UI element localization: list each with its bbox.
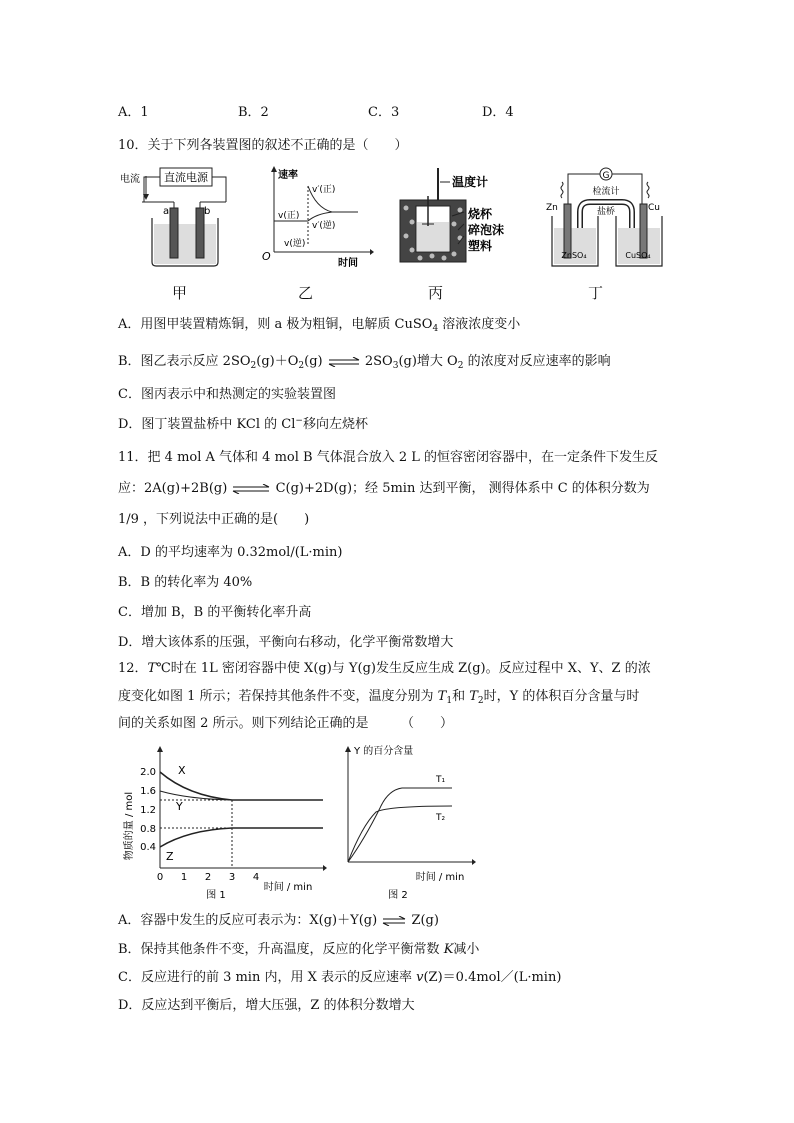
q11-stem-line3: 1/9 ，下列说法中正确的是( ) [118,512,310,527]
equilibrium-arrow [231,484,271,494]
fig2-t1-label: T₁ [436,775,446,785]
fig1-xtick: 4 [252,872,260,883]
q9-options [0,104,794,122]
fig1-ytick: 0.8 [140,824,156,835]
figure-yi [262,166,374,272]
equilibrium-arrow [381,916,407,926]
fig1-ytick: 2.0 [140,767,156,778]
current-label: 电流 [120,174,140,185]
fig2-caption: 图 2 [388,890,408,901]
yi-xlabel: 时间 [338,258,358,269]
galvanometer-label: 检流计 [592,187,620,197]
beaker-label: 烧杯 [468,207,493,221]
fig1-xtick: 0 [156,872,164,883]
yi-vfwd: v(正) [278,211,300,221]
fig1-label-y: Y [176,800,183,813]
electrode-b-label: b [204,206,211,217]
q12-option-a: A．容器中发生的反应可表示为：X(g)＋Y(g) Z(g) [118,913,439,928]
q9-option-b: B．2 [238,105,269,120]
q9-option-a: A．1 [118,105,149,120]
q12-option-d: D．反应达到平衡后，增大压强，Z 的体积分数增大 [118,998,415,1013]
zn-label: Zn [546,203,558,213]
fig2-xlabel: 时间 / min [415,872,465,883]
yi-origin: O [262,250,271,263]
galvanometer-symbol: G [602,171,610,181]
q12-stem-line3: 间的关系如图 2 所示。则下列结论正确的是 （ ） [118,716,454,731]
fig1-xlabel: 时间 / min [263,882,313,893]
q10-stem: 10．关于下列各装置图的叙述不正确的是（ ） [118,138,408,153]
caption-yi: 乙 [298,284,314,302]
foam-label-1: 碎泡沫 [468,223,505,237]
figure-ding [540,162,670,272]
fig1-ytick: 0.4 [140,842,156,853]
caption-ding: 丁 [588,284,604,302]
fig1-xtick: 3 [228,872,236,883]
electrode-a-label: a [163,206,170,217]
q10-option-d: D．图丁装置盐桥中 KCl 的 Cl−移向左烧杯 [118,416,368,432]
q11-option-c: C．增加 B，B 的平衡转化率升高 [118,605,312,620]
fig1-label-x: X [178,764,186,777]
figure-jia [118,162,238,272]
power-supply-label: 直流电源 [164,171,208,184]
q12-option-c: C．反应进行的前 3 min 内，用 X 表示的反应速率 v(Z)＝0.4mol／(L·min) [118,970,562,985]
fig1-xtick: 2 [204,872,212,883]
figure-1-amount-vs-time [118,746,328,906]
cuso4-label: CuSO₄ [625,251,651,260]
q9-option-c: C．3 [368,105,400,120]
figure-bing [398,166,522,272]
q12-stem-line1: 12．T℃时在 1L 密闭容器中使 X(g)与 Y(g)发生反应生成 Z(g)。反应过程中 X、Y、Z 的浓 [118,661,651,676]
caption-bing: 丙 [428,284,444,302]
znso4-label: ZnSO₄ [561,251,587,260]
fig1-xtick: 1 [180,872,188,883]
q12-option-b: B．保持其他条件不变，升高温度，反应的化学平衡常数 K减小 [118,942,480,957]
cu-label: Cu [648,203,660,213]
q10-option-c: C．图丙表示中和热测定的实验装置图 [118,387,336,402]
foam-label-2: 塑料 [468,239,493,253]
q10-option-a: A．用图甲装置精炼铜，则 a 极为粗铜，电解质 CuSO$_4$ 溶液浓度变小 [118,317,521,334]
yi-vrev2: v′(逆) [312,221,336,231]
q9-option-d: D．4 [482,105,514,120]
yi-vfwd2: v′(正) [312,185,336,195]
q11-stem-line1: 11．把 4 mol A 气体和 4 mol B 气体混合放入 2 L 的恒容密闭容器中，在一定条件下发生反 [118,450,659,465]
figure-2-y-percent-vs-time [340,740,480,906]
equilibrium-arrow [327,357,361,367]
q11-option-b: B．B 的转化率为 40% [118,575,253,590]
q11-option-d: D．增大该体系的压强，平衡向右移动，化学平衡常数增大 [118,635,454,650]
fig2-ylabel: Y 的百分含量 [354,746,414,757]
yi-ylabel: 速率 [278,170,298,181]
fig1-ytick: 1.2 [140,805,156,816]
fig2-t2-label: T₂ [436,813,446,823]
q10-option-b: B．图乙表示反应 $2SO_2(g)+O_2(g)$ $2SO_3(g)$增大 $O_2$ 的浓度对反应速率的影响 [118,354,611,371]
q11-option-a: A．D 的平均速率为 0.32mol/(L·min) [118,545,343,560]
yi-vrev: v(逆) [284,239,306,249]
fig1-label-z: Z [166,850,174,863]
caption-jia: 甲 [172,284,188,302]
fig1-ytick: 1.6 [140,786,156,797]
fig1-caption: 图 1 [206,890,226,901]
q11-stem-line2: 应：2A(g)+2B(g) C(g)+2D(g)；经 5min 达到平衡， 测得体系中 C 的体积分数为 [118,481,650,496]
salt-bridge-label: 盐桥 [596,207,616,217]
thermometer-label: 温度计 [452,175,489,189]
q12-stem-line2: 度变化如图 1 所示；若保持其他条件不变，温度分别为 $T_1$和 $T_2$时，Y 的体积百分含量与时 [118,689,640,706]
fig1-ylabel: 物质的量 / mol [124,791,135,861]
